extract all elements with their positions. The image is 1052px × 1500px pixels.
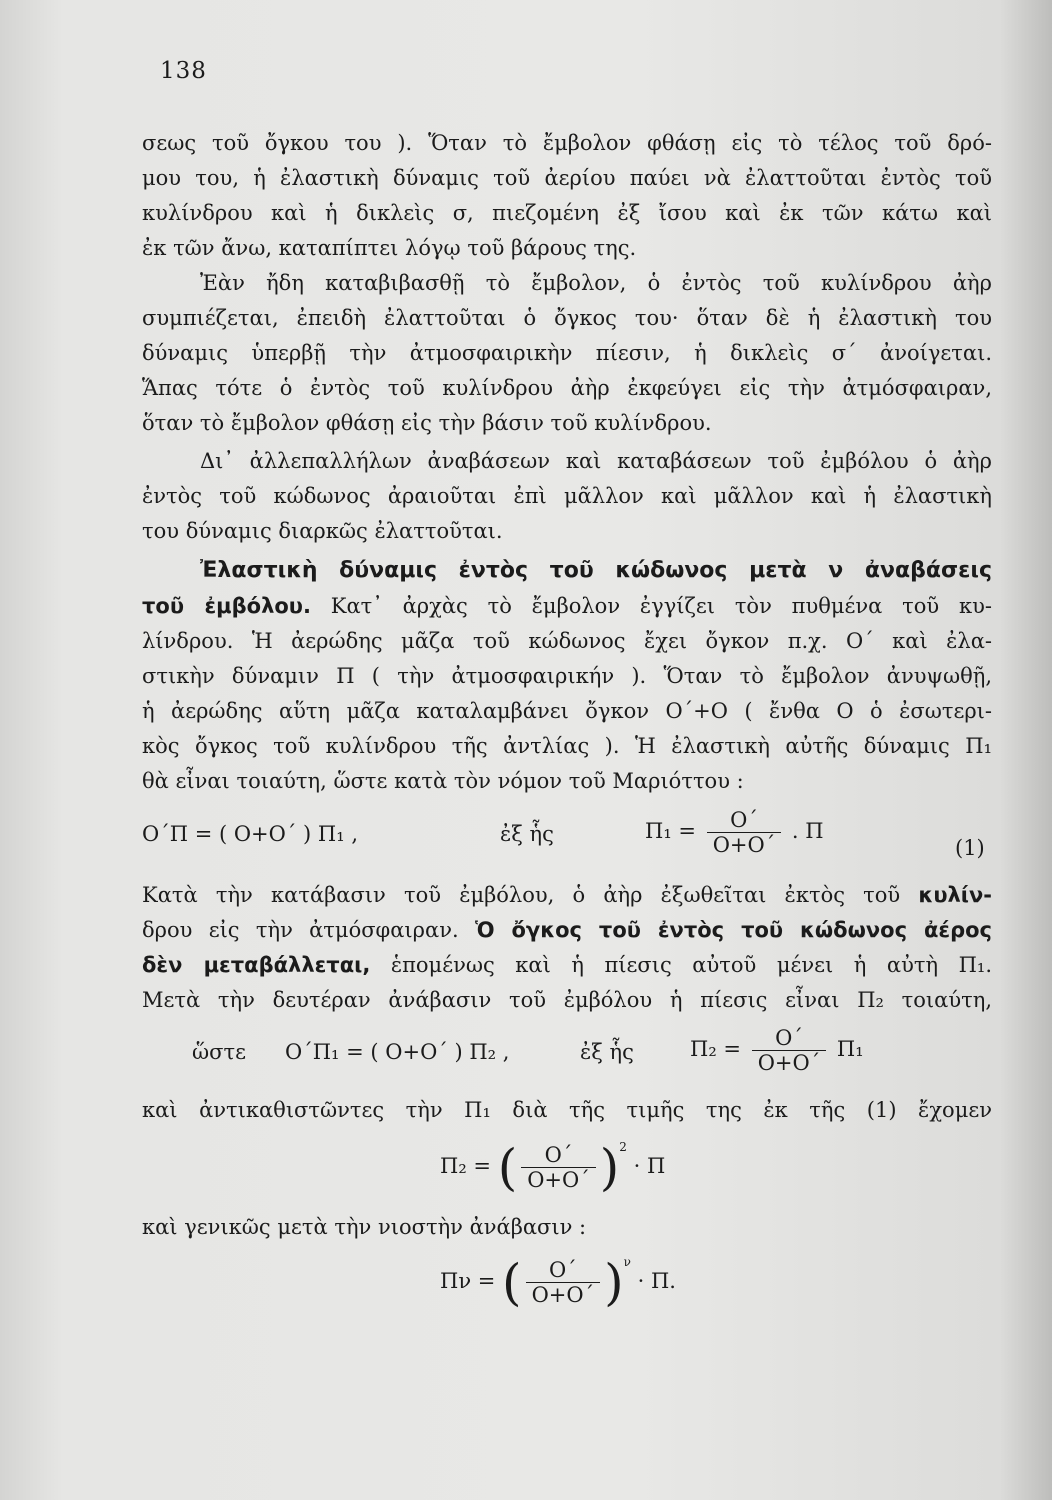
equation-4 — [440, 1253, 676, 1312]
eq-lhs: Π₁ = — [645, 819, 697, 843]
section-heading: Ἐλαστικὴ δύναμις ἐντὸς τοῦ κώδωνος μετὰ ν ἀναβάσεις — [200, 558, 992, 583]
fraction — [521, 1143, 596, 1192]
right-paren: ) — [604, 1253, 624, 1312]
exponent: 2 — [619, 1140, 627, 1154]
equation-2-left: Ο΄Π₁ = ( Ο+Ο΄ ) Π₂ , — [285, 1040, 510, 1064]
fraction — [526, 1258, 601, 1307]
fraction-denominator: Ο+Ο΄ — [521, 1167, 596, 1192]
text-line: καὶ ἀντικαθιστῶντες τὴν Π₁ διὰ τῆς τιμῆς της ἐκ τῆς (1) ἔχομεν — [142, 1098, 992, 1122]
text-line: του δύναμις διαρκῶς ἐλαττοῦται. — [142, 519, 503, 543]
eq-lhs: Π₂ = — [690, 1037, 742, 1061]
text-line: λίνδρου. Ἡ ἀερώδης μᾶζα τοῦ κώδωνος ἔχει ὄγκον π.χ. Ο΄ καὶ ἐλα- — [142, 629, 992, 653]
left-paren: ( — [497, 1138, 518, 1197]
text-span: δρου εἰς τὴν ἀτμόσφαιραν. — [142, 918, 475, 942]
heading-tail: τοῦ ἐμβόλου. — [142, 594, 311, 618]
text-line: δύναμις ὑπερβῇ τὴν ἀτμοσφαιρικὴν πίεσιν, ἡ δικλεὶς σ΄ ἀνοίγεται. — [142, 341, 992, 365]
equation-1-left: Ο΄Π = ( Ο+Ο΄ ) Π₁ , — [142, 822, 358, 846]
text-line: κυλίνδρου καὶ ἡ δικλεὶς σ, πιεζομένη ἐξ ἴσου καὶ ἐκ τῶν κάτω καὶ — [142, 201, 992, 225]
text-line: ἐντὸς τοῦ κώδωνος ἀραιοῦται ἐπὶ μᾶλλον καὶ μᾶλλον καὶ ἡ ἐλαστικὴ — [142, 484, 992, 508]
equation-2-prefix: ὥστε — [192, 1040, 246, 1064]
text-line: στικὴν δύναμιν Π ( τὴν ἀτμοσφαιρικήν ). Ὅταν τὸ ἔμβολον ἀνυψωθῇ, — [142, 664, 992, 688]
eq-lhs: Π₂ = — [440, 1154, 492, 1178]
eq-rhs: . Π — [791, 819, 824, 843]
equation-1-right — [645, 808, 824, 857]
equation-label: (1) — [955, 836, 985, 860]
exponent: ν — [623, 1255, 631, 1269]
fraction-denominator: Ο+Ο΄ — [526, 1282, 601, 1307]
text-span: ἑπομένως καὶ ἡ πίεσις αὐτοῦ μένει ἡ αὐτὴ Π₁. — [370, 953, 992, 977]
text-line — [142, 880, 992, 910]
text-span: Κατὰ τὴν κατάβασιν τοῦ ἐμβόλου, ὁ ἀὴρ ἐξωθεῖται ἐκτὸς τοῦ — [142, 883, 901, 907]
text-line: καὶ γενικῶς μετὰ τὴν νιοστὴν ἀνάβασιν : — [142, 1215, 587, 1239]
equation-1-text: ἐξ ἧς — [500, 822, 554, 846]
text-line: Μετὰ τὴν δευτέραν ἀνάβασιν τοῦ ἐμβόλου ἡ πίεσις εἶναι Π₂ τοιαύτη, — [142, 988, 992, 1012]
fraction-numerator: Ο΄ — [730, 808, 758, 832]
text-line: ἡ ἀερώδης αὕτη μᾶζα καταλαμβάνει ὄγκον Ο΄+Ο ( ἔνθα Ο ὁ ἐσωτερι- — [142, 699, 992, 723]
text-line: συμπιέζεται, ἐπειδὴ ἐλαττοῦται ὁ ὄγκος του· ὅταν δὲ ἡ ἐλαστικὴ του — [142, 306, 992, 330]
eq-rhs: · Π. — [637, 1269, 676, 1293]
text-line: Ἅπας τότε ὁ ἐντὸς τοῦ κυλίνδρου ἀὴρ ἐκφεύγει εἰς τὴν ἀτμόσφαιραν, — [142, 376, 992, 400]
fraction-numerator: Ο΄ — [548, 1258, 577, 1282]
text-line — [142, 950, 992, 980]
text-span: Κατ᾽ ἀρχὰς τὸ ἔμβολον ἐγγίζει τὸν πυθμένα τοῦ κυ- — [310, 594, 992, 618]
eq-rhs: · Π — [633, 1154, 666, 1178]
equation-2-right — [690, 1026, 864, 1075]
text-line: μου του, ἡ ἐλαστικὴ δύναμις τοῦ ἀερίου παύει νὰ ἐλαττοῦται ἐντὸς τοῦ — [142, 166, 992, 190]
text-line: κὸς ὄγκος τοῦ κυλίνδρου τῆς ἀντλίας ). Ἡ ἐλαστικὴ αὐτῆς δύναμις Π₁ — [142, 734, 992, 758]
text-line: ὅταν τὸ ἔμβολον φθάσῃ εἰς τὴν βάσιν τοῦ κυλίνδρου. — [142, 411, 712, 435]
text-line: Ἐὰν ἤδη καταβιβασθῇ τὸ ἔμβολον, ὁ ἐντὸς τοῦ κυλίνδρου ἀὴρ — [200, 271, 992, 295]
fraction — [707, 808, 782, 857]
right-paren: ) — [599, 1138, 620, 1197]
fraction-denominator: Ο+Ο΄ — [752, 1050, 827, 1075]
bold-text: Ὁ ὄγκος τοῦ ἐντὸς τοῦ κώδωνος ἀέρος — [474, 918, 992, 942]
text-line: ἐκ τῶν ἄνω, καταπίπτει λόγῳ τοῦ βάρους της. — [142, 236, 637, 260]
text-line — [142, 915, 992, 945]
eq-lhs: Πν = — [440, 1269, 496, 1293]
equation-2-text: ἐξ ἧς — [580, 1040, 634, 1064]
page-number: 138 — [160, 58, 207, 84]
fraction — [752, 1026, 827, 1075]
bold-text: δὲν μεταβάλλεται, — [142, 953, 371, 977]
text-line — [142, 591, 992, 621]
eq-rhs: Π₁ — [836, 1037, 864, 1061]
equation-3 — [440, 1138, 666, 1197]
fraction-numerator: Ο΄ — [544, 1143, 573, 1167]
text-line: Δι᾽ ἀλλεπαλλήλων ἀναβάσεων καὶ καταβάσεων τοῦ ἐμβόλου ὁ ἀὴρ — [200, 449, 992, 473]
text-line: θὰ εἶναι τοιαύτη, ὥστε κατὰ τὸν νόμον τοῦ Μαριόττου : — [142, 769, 744, 793]
fraction-numerator: Ο΄ — [775, 1026, 803, 1050]
fraction-denominator: Ο+Ο΄ — [707, 832, 782, 857]
bold-text: κυλίν- — [918, 883, 992, 907]
text-line: σεως τοῦ ὄγκου του ). Ὅταν τὸ ἔμβολον φθάσῃ εἰς τὸ τέλος τοῦ δρό- — [142, 131, 992, 155]
left-paren: ( — [502, 1253, 522, 1312]
